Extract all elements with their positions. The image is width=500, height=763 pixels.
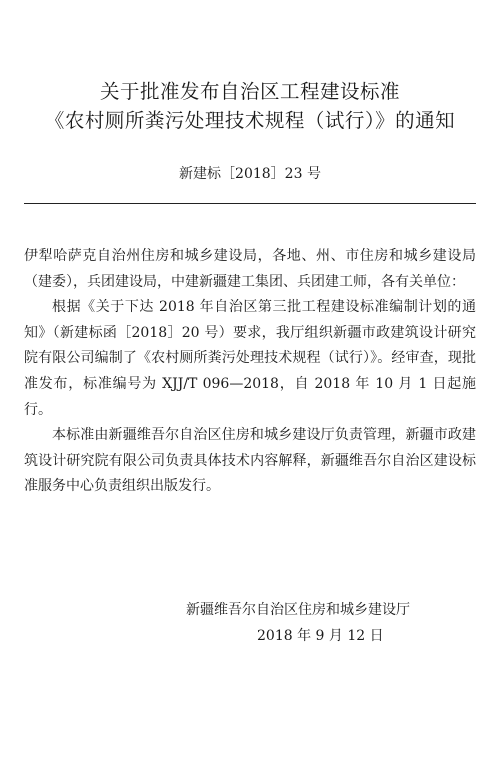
header-divider <box>24 203 476 204</box>
document-body <box>24 244 476 500</box>
document-number: 新建标［2018］23 号 <box>179 166 321 182</box>
signature-organization: 新疆维吾尔自治区住房和城乡建设厅 <box>186 602 410 618</box>
signature-date: 2018 年 9 月 12 日 <box>257 628 384 644</box>
recipients-paragraph: 伊犁哈萨克自治州住房和城乡建设局，各地、州、市住房和城乡建设局（建委），兵团建设局，中建新疆建工集团、兵团建工师，各有关单位： <box>24 248 476 290</box>
management-paragraph: 本标准由新疆维吾尔自治区住房和城乡建设厅负责管理，新疆市政建筑设计研究院有限公司负责具体技术内容解释，新疆维吾尔自治区建设标准服务中心负责组织出版发行。 <box>24 427 476 495</box>
approval-paragraph: 根据《关于下达 2018 年自治区第三批工程建设标准编制计划的通知》（新建标函［2018］20 号）要求，我厅组织新疆市政建筑设计研究院有限公司编制了《农村厕所粪污处理技术规程（试行）》。经审查，现批准发布，标准编号为 XJJ/T 096—2018，自 2018 年 10 月 1 日起施行。 <box>24 299 476 418</box>
document-title-line-2: 《农村厕所粪污处理技术规程（试行）》的通知 <box>44 109 456 132</box>
document-title-line-1: 关于批准发布自治区工程建设标准 <box>99 80 400 103</box>
